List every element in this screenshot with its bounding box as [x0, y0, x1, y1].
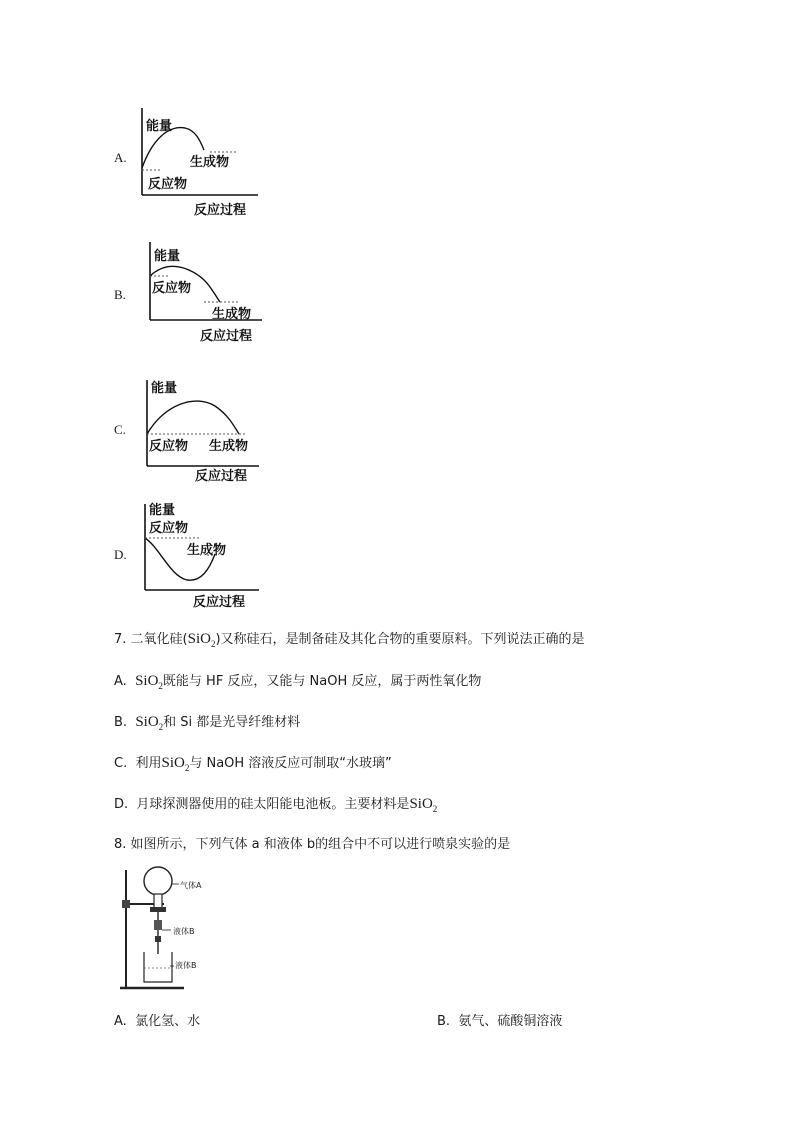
question-7-option-b[interactable]	[114, 711, 300, 732]
liquid-label-lower: 液体B	[175, 961, 197, 970]
sio2-formula: SiO$_2$	[187, 631, 216, 649]
liquid-label-upper: 液体B	[173, 927, 195, 936]
sio2-formula: SiO$_2$	[135, 673, 163, 691]
option-letter-a: A.	[114, 150, 127, 165]
option-letter: A.	[114, 674, 127, 689]
energy-diagram-a	[130, 100, 270, 218]
product-label: 生成物	[212, 307, 252, 322]
question-8-stem: 8. 如图所示，下列气体 a 和液体 b的组合中不可以进行喷泉实验的是	[114, 837, 511, 852]
option-letter-b: B.	[114, 287, 126, 302]
energy-label: 能量	[154, 249, 181, 264]
option-letter-d: D.	[114, 547, 127, 562]
reactant-label: 反应物	[152, 281, 192, 296]
option-text: 既能与 HF 反应，又能与 NaOH 反应，属于两性氧化物	[162, 674, 482, 689]
gas-label: 气体A	[180, 881, 202, 890]
option-letter: B.	[437, 1014, 451, 1029]
question-7-option-d[interactable]	[114, 793, 437, 814]
option-text-pre: 月球探测器使用的硅太阳能电池板。主要材料是	[136, 797, 410, 812]
question-7-stem	[114, 628, 585, 649]
sio2-formula: SiO$_2$	[135, 714, 164, 732]
option-letter: C.	[114, 756, 128, 771]
option-letter: D.	[114, 797, 129, 812]
reaction-axis-label: 反应过程	[195, 469, 248, 484]
fountain-apparatus-diagram	[112, 864, 222, 996]
question-7-option-a[interactable]	[114, 670, 481, 691]
option-text: 氨气、硫酸铜溶液	[458, 1014, 563, 1029]
reactant-label: 反应物	[149, 521, 189, 536]
reaction-axis-label: 反应过程	[193, 595, 246, 610]
energy-label: 能量	[146, 119, 173, 134]
energy-diagram-c	[135, 374, 267, 486]
option-text: 与 NaOH 溶液反应可制取“水玻璃”	[189, 756, 392, 771]
energy-diagram-d	[135, 498, 267, 612]
question-8-option-a[interactable]	[114, 1010, 200, 1029]
option-letter-c: C.	[114, 422, 126, 437]
product-label: 生成物	[187, 543, 227, 558]
question-7-option-c[interactable]	[114, 752, 392, 773]
option-letter: B.	[114, 715, 128, 730]
question-8-option-b[interactable]	[437, 1010, 562, 1029]
option-text: 和 Si 都是光导纤维材料	[163, 715, 301, 730]
question-7-stem-post: )又称硅石，是制备硅及其化合物的重要原料。下列说法正确的是	[215, 632, 585, 647]
reaction-axis-label: 反应过程	[200, 329, 253, 344]
product-label: 生成物	[209, 439, 249, 454]
sio2-formula: SiO$_2$	[409, 796, 438, 814]
reactant-label: 反应物	[149, 439, 189, 454]
reactant-label: 反应物	[148, 177, 188, 192]
product-label: 生成物	[190, 155, 230, 170]
energy-label: 能量	[151, 381, 178, 396]
reaction-axis-label: 反应过程	[194, 203, 247, 218]
sio2-formula: SiO$_2$	[161, 755, 190, 773]
energy-label: 能量	[149, 503, 176, 518]
option-letter: A.	[114, 1014, 127, 1029]
option-text: 氯化氢、水	[135, 1014, 201, 1029]
question-7-stem-pre: 7. 二氧化硅(	[114, 632, 188, 647]
option-text-pre: 利用	[135, 756, 162, 771]
energy-diagram-b	[138, 236, 268, 346]
